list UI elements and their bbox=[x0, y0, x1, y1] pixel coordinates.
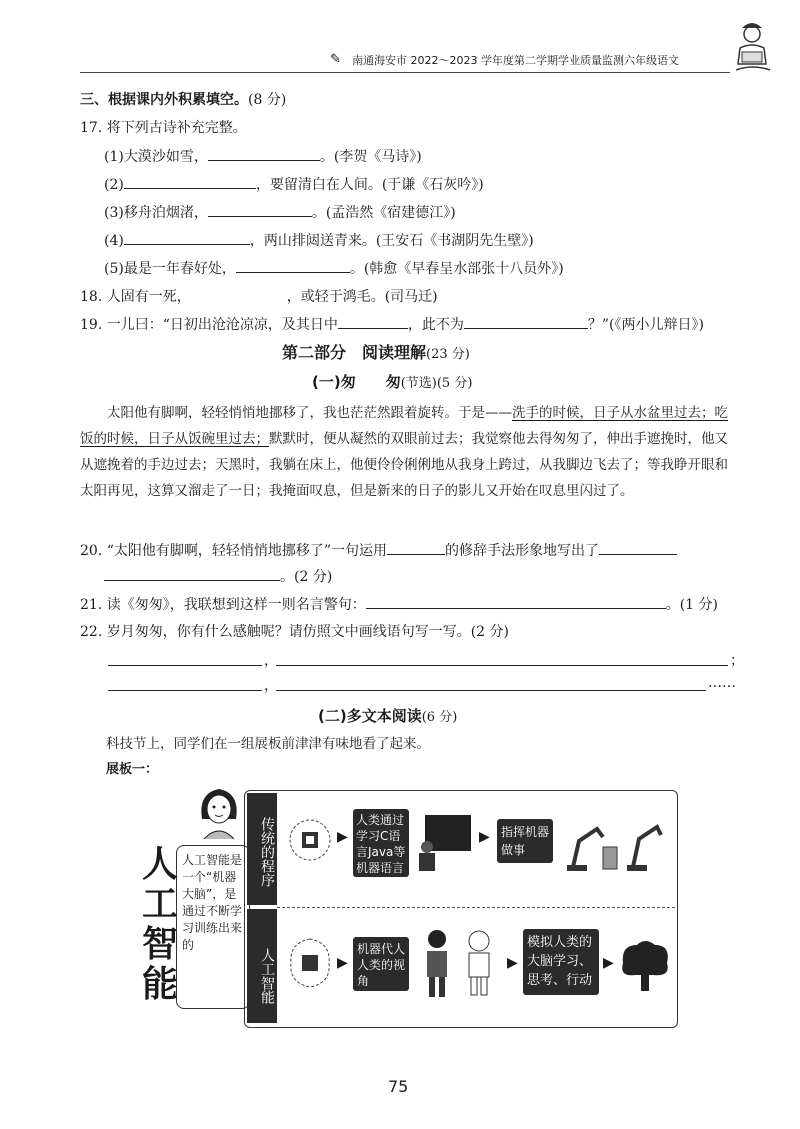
row-divider bbox=[277, 907, 675, 908]
arrow-icon: ▶ bbox=[603, 955, 614, 971]
sub1-title: (一)匆 匆(节选)(5 分) bbox=[312, 373, 473, 391]
q17-item-4: (4) ，两山排闼送青来。(王安石《书湖阴先生壁》) bbox=[104, 230, 534, 251]
speech-bubble: 人工智能是一个“机器大脑”，是通过不断学习训练出来的 bbox=[176, 845, 250, 1009]
row2-label: 人工智能 bbox=[247, 909, 277, 1023]
board-label: 展板一： bbox=[106, 762, 159, 777]
reading-boy-icon bbox=[728, 18, 776, 76]
sub2-intro: 科技节上，同学们在一组展板前津津有味地看了起来。 bbox=[106, 736, 430, 752]
answer-blank[interactable] bbox=[276, 690, 706, 691]
answer-blank[interactable] bbox=[236, 258, 350, 273]
girl-avatar-icon bbox=[194, 785, 244, 839]
arrow-icon: ▶ bbox=[337, 829, 348, 845]
part2-title: 第二部分 阅读理解(23 分) bbox=[282, 343, 470, 362]
teacher-blackboard-icon bbox=[415, 811, 475, 873]
q18: 18. 人固有一死， ，或轻于鸿毛。(司马迁) bbox=[80, 286, 438, 307]
row1-box1: 人类通过学习C语言Java等机器语言 bbox=[353, 809, 409, 877]
answer-blank[interactable] bbox=[124, 174, 256, 189]
tree-icon bbox=[617, 937, 673, 993]
q17-stem: 17. 将下列古诗补充完整。 bbox=[80, 120, 247, 136]
human-robot-icon bbox=[417, 925, 507, 1001]
q17-item-2: (2) ，要留清白在人间。(于谦《石灰吟》) bbox=[104, 174, 484, 195]
answer-blank[interactable] bbox=[338, 314, 408, 329]
exhibit-board bbox=[140, 785, 685, 1030]
q22-stem: 22. 岁月匆匆，你有什么感触呢？请仿照文中画线语句写一写。(2 分) bbox=[80, 624, 509, 640]
pen-icon: ✎ bbox=[330, 52, 341, 67]
answer-blank[interactable] bbox=[104, 566, 280, 581]
answer-blank[interactable] bbox=[276, 665, 728, 666]
row1-label: 传统的程序 bbox=[247, 793, 277, 905]
answer-blank[interactable] bbox=[108, 665, 262, 666]
board-big-title: 人 工 智 能 bbox=[141, 844, 178, 1005]
page-number: 75 bbox=[388, 1077, 409, 1096]
row2-box2: 模拟人类的大脑学习、思考、行动 bbox=[523, 929, 599, 995]
answer-blank[interactable] bbox=[387, 540, 445, 555]
answer-blank[interactable] bbox=[208, 202, 312, 217]
chip-icon bbox=[287, 817, 333, 863]
row1-box2: 指挥机器做事 bbox=[497, 819, 553, 863]
answer-blank[interactable] bbox=[108, 690, 262, 691]
answer-blank[interactable] bbox=[124, 230, 250, 245]
q17-item-5: (5)最是一年春好处， 。(韩愈《早春呈水部张十八员外》) bbox=[104, 258, 564, 279]
passage-congcong: 太阳他有脚啊，轻轻悄悄地挪移了，我也茫茫然跟着旋转。于是——洗手的时候，日子从水盆里过去；吃饭的时候，日子从饭碗里过去；默默时，便从凝然的双眼前过去；我觉察他去得匆匆了，伸出手遮挽时，他又从遮挽着的手边过去；天黑时，我躺在床上，他便伶伶俐俐地从我身上跨过，从我脚边飞去了；等我睁开眼和太阳再见，这算又溜走了一日；我掩面叹息，但是新来的日子的影儿又开始在叹息里闪过了。 bbox=[80, 405, 728, 499]
brain-circuit-icon bbox=[285, 935, 335, 991]
section3-heading: 三、根据课内外积累填空。(8 分) bbox=[80, 92, 287, 108]
page-header bbox=[330, 48, 730, 70]
sub2-title: (二)多文本阅读(6 分) bbox=[318, 707, 458, 725]
arrow-icon: ▶ bbox=[479, 829, 490, 845]
answer-blank[interactable] bbox=[366, 594, 666, 609]
q17-item-3: (3)移舟泊烟渚， 。(孟浩然《宿建德江》) bbox=[104, 202, 456, 223]
robot-arm-icon bbox=[563, 811, 667, 873]
board-panel bbox=[244, 790, 678, 1028]
q17-item-1: (1)大漠沙如雪， 。(李贺《马诗》) bbox=[104, 146, 422, 167]
header-rule bbox=[80, 72, 730, 73]
row2-box1: 机器代人人类的视角 bbox=[353, 937, 409, 991]
answer-blank[interactable] bbox=[208, 146, 320, 161]
q22-answer-area: ， ； ， …… bbox=[80, 648, 740, 698]
q19: 19. 一儿曰：“日初出沧沧凉凉，及其日中 ，此不为 ？”(《两小儿辩日》) bbox=[80, 314, 704, 335]
underlined-sentence: 洗手的时候，日子从水盆里过去；吃饭的时候，日子从饭碗里过去； bbox=[80, 405, 728, 447]
q21: 21. 读《匆匆》，我联想到这样一则名言警句： 。(1 分) bbox=[80, 594, 718, 615]
arrow-icon: ▶ bbox=[337, 955, 348, 971]
arrow-icon: ▶ bbox=[507, 955, 518, 971]
header-title: 南通海安市 2022～2023 学年度第二学期学业质量监测六年级语文 bbox=[352, 54, 679, 67]
q20-line1: 20. “太阳他有脚啊，轻轻悄悄地挪移了”一句运用 的修辞手法形象地写出了 bbox=[80, 540, 677, 561]
q20-line2: 。(2 分) bbox=[104, 566, 332, 587]
answer-blank[interactable] bbox=[191, 286, 287, 301]
answer-blank[interactable] bbox=[464, 314, 588, 329]
answer-blank[interactable] bbox=[599, 540, 677, 555]
